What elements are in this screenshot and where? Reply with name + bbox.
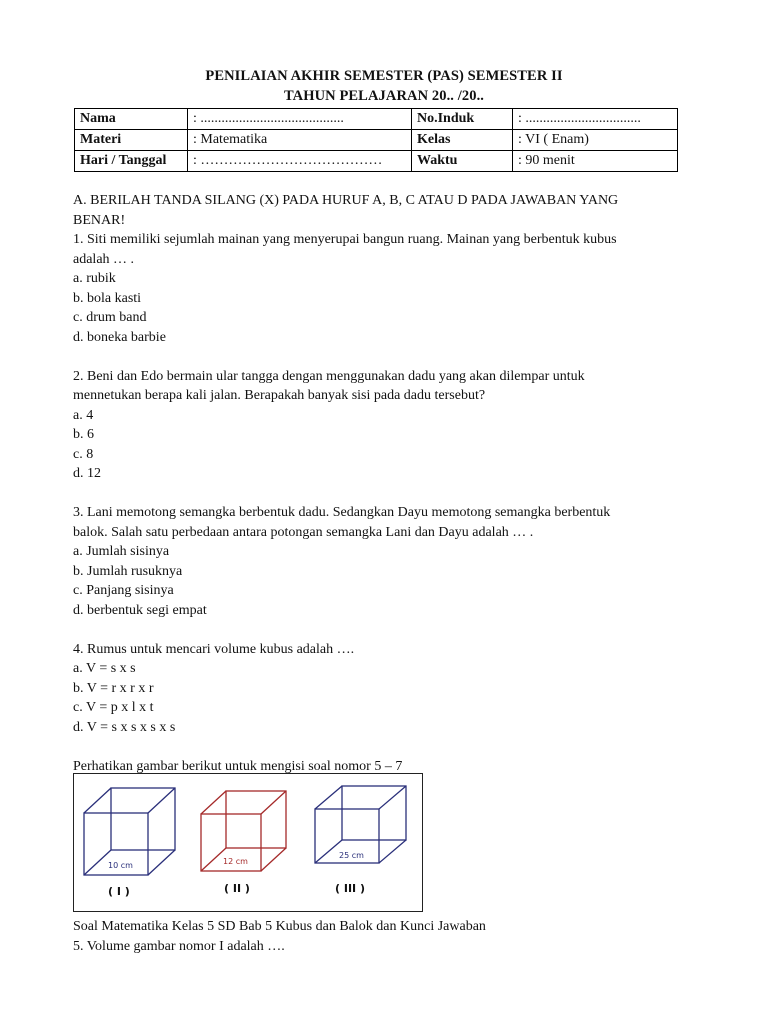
answer-option[interactable]: d. 12 [73, 466, 101, 481]
instruction-line-1: A. BERILAH TANDA SILANG (X) PADA HURUF A, B, C ATAU D PADA JAWABAN YANG [73, 193, 619, 208]
info-row-name [75, 109, 678, 130]
exam-title: PENILAIAN AKHIR SEMESTER (PAS) SEMESTER II [205, 68, 563, 84]
answer-option[interactable]: d. V = s x s x s x s [73, 719, 176, 735]
answer-option[interactable]: a. V = s x s [73, 661, 136, 676]
exam-body [73, 191, 703, 776]
figure-intro: Perhatikan gambar berikut untuk mengisi soal nomor 5 – 7 [73, 758, 403, 774]
answer-option[interactable]: c. Panjang sisinya [73, 583, 174, 598]
spacer [73, 347, 703, 367]
student-id-label: No.Induk [412, 109, 513, 130]
answer-option[interactable]: a. 4 [73, 407, 94, 423]
class-label: Kelas [412, 130, 513, 151]
answer-option[interactable]: b. bola kasti [73, 290, 142, 306]
cube-1 [84, 788, 175, 898]
answer-option[interactable]: c. drum band [73, 310, 147, 325]
cube-3-numeral: ( III ) [335, 882, 365, 895]
answer-option[interactable]: b. Jumlah rusuknya [73, 563, 183, 579]
figure-caption: Soal Matematika Kelas 5 SD Bab 5 Kubus dan Balok dan Kunci Jawaban [73, 919, 486, 934]
instruction-line-2: BENAR! [73, 212, 126, 228]
answer-option[interactable]: c. 8 [73, 446, 94, 462]
question-5-text: 5. Volume gambar nomor I adalah …. [73, 938, 285, 954]
answer-option[interactable]: a. Jumlah sisinya [73, 544, 170, 559]
question-3-text: 3. Lani memotong semangka berbentuk dadu. Sedangkan Dayu memotong semangka berbentuk [73, 505, 611, 520]
cube-3 [315, 786, 406, 895]
question-1-text: 1. Siti memiliki sejumlah mainan yang menyerupai bangun ruang. Mainan yang berbentuk kubus [73, 232, 617, 247]
cubes-figure [73, 773, 423, 912]
question-4-text: 4. Rumus untuk mencari volume kubus adalah …. [73, 641, 355, 657]
question-2-text: 2. Beni dan Edo bermain ular tangga dengan menggunakan dadu yang akan dilempar untuk [73, 368, 585, 384]
bottom-text [73, 917, 486, 956]
cube-2-size-label: 12 cm [223, 857, 248, 866]
question-2-text: mennetukan berapa kali jalan. Berapakah banyak sisi pada dadu tersebut? [73, 388, 486, 403]
name-label: Nama [75, 109, 188, 130]
academic-year: TAHUN PELAJARAN 20.. /20.. [283, 88, 485, 104]
spacer [73, 484, 703, 504]
question-1-text: adalah … . [73, 251, 135, 267]
answer-option[interactable]: a. rubik [73, 271, 116, 286]
answer-option[interactable]: d. berbentuk segi empat [73, 602, 207, 618]
class-value: : VI ( Enam) [513, 130, 678, 151]
date-label: Hari / Tanggal [75, 151, 188, 172]
cube-1-numeral: ( I ) [108, 885, 130, 898]
answer-option[interactable]: b. 6 [73, 427, 94, 442]
student-info-table [74, 108, 678, 172]
answer-option[interactable]: c. V = p x l x t [73, 700, 154, 715]
spacer [73, 737, 703, 757]
student-id-field[interactable]: : ................................. [513, 109, 678, 130]
cube-2 [201, 791, 286, 895]
time-value: : 90 menit [513, 151, 678, 172]
cube-1-size-label: 10 cm [108, 861, 133, 870]
subject-label: Materi [75, 130, 188, 151]
date-field[interactable]: : ………………………………… [188, 151, 412, 172]
info-row-date [75, 151, 678, 172]
time-label: Waktu [412, 151, 513, 172]
name-field[interactable]: : ......................................... [188, 109, 412, 130]
info-row-subject [75, 130, 678, 151]
spacer [73, 620, 703, 640]
cubes-drawing [74, 774, 422, 911]
answer-option[interactable]: d. boneka barbie [73, 329, 166, 345]
subject-value: : Matematika [188, 130, 412, 151]
answer-option[interactable]: b. V = r x r x r [73, 680, 154, 696]
cube-3-size-label: 25 cm [339, 851, 364, 860]
question-3-text: balok. Salah satu perbedaan antara potongan semangka Lani dan Dayu adalah … . [73, 524, 534, 540]
cube-2-numeral: ( II ) [224, 882, 250, 895]
